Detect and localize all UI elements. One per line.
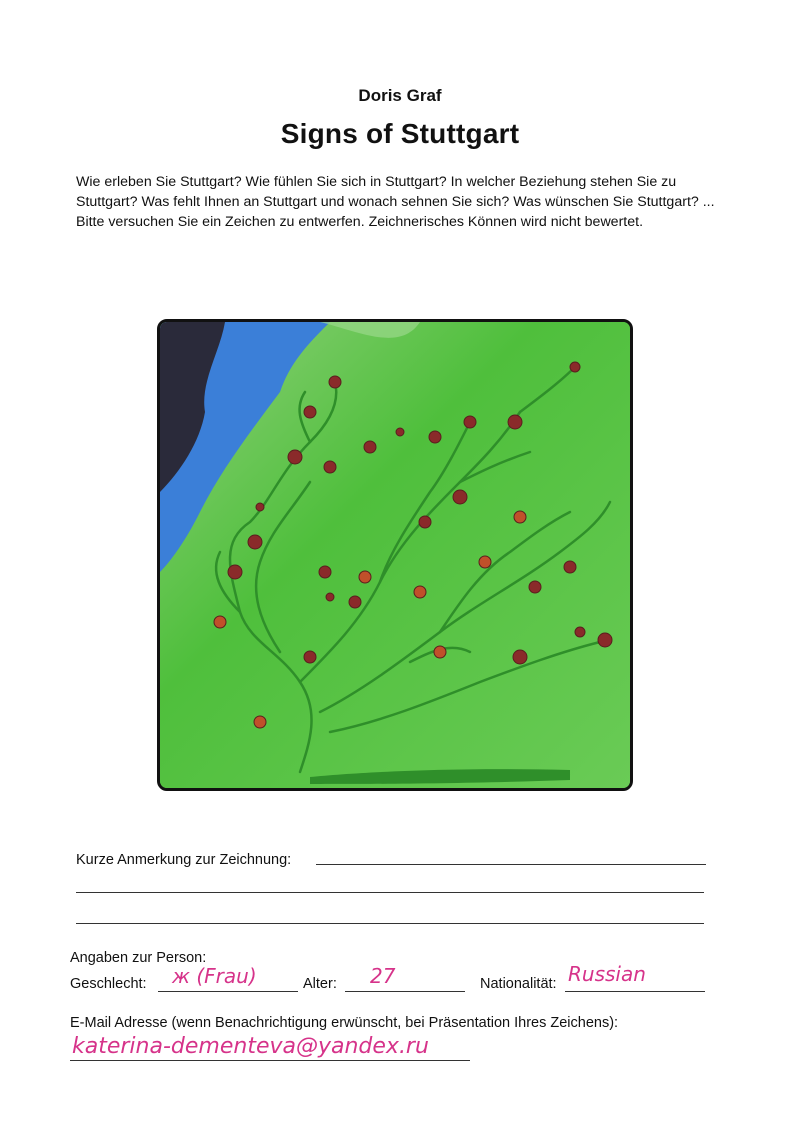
email-field-line[interactable] (70, 1060, 470, 1061)
note-line-1[interactable] (316, 864, 706, 865)
nationality-value: Russian (568, 962, 646, 986)
intro-text (76, 172, 726, 232)
age-label: Alter: (303, 976, 337, 992)
note-line-3[interactable] (76, 923, 704, 924)
email-label: E-Mail Adresse (wenn Benachrichtigung erwünscht, bei Präsentation Ihres Zeichens): (70, 1015, 619, 1031)
intro-paragraph-instruction: Bitte versuchen Sie ein Zeichen zu entwerfen. Zeichnerisches Können wird nicht bewertet. (76, 214, 644, 230)
nationality-field-line[interactable] (565, 991, 705, 992)
age-value: 27 (370, 964, 396, 988)
green-bush-drawing (160, 322, 630, 788)
author-name: Doris Graf (358, 86, 442, 105)
gender-field-line[interactable] (158, 991, 298, 992)
nationality-label: Nationalität: (480, 976, 557, 992)
email-value: katerina-dementeva@yandex.ru (72, 1034, 429, 1059)
gender-label: Geschlecht: (70, 976, 147, 992)
note-line-2[interactable] (76, 892, 704, 893)
note-label: Kurze Anmerkung zur Zeichnung: (76, 852, 292, 868)
drawing-frame (157, 319, 633, 791)
page-title: Signs of Stuttgart (280, 118, 520, 149)
intro-paragraph-questions: Wie erleben Sie Stuttgart? Wie fühlen Sie sich in Stuttgart? In welcher Beziehung stehen Sie zu Stuttgart? Was fehlt Ihnen an Stuttgart und wonach sehnen Sie sich? Was wünschen Sie Stuttgart? ... (76, 174, 715, 210)
gender-value: ж (Frau) (172, 964, 257, 988)
person-label: Angaben zur Person: (70, 950, 207, 966)
age-field-line[interactable] (345, 991, 465, 992)
